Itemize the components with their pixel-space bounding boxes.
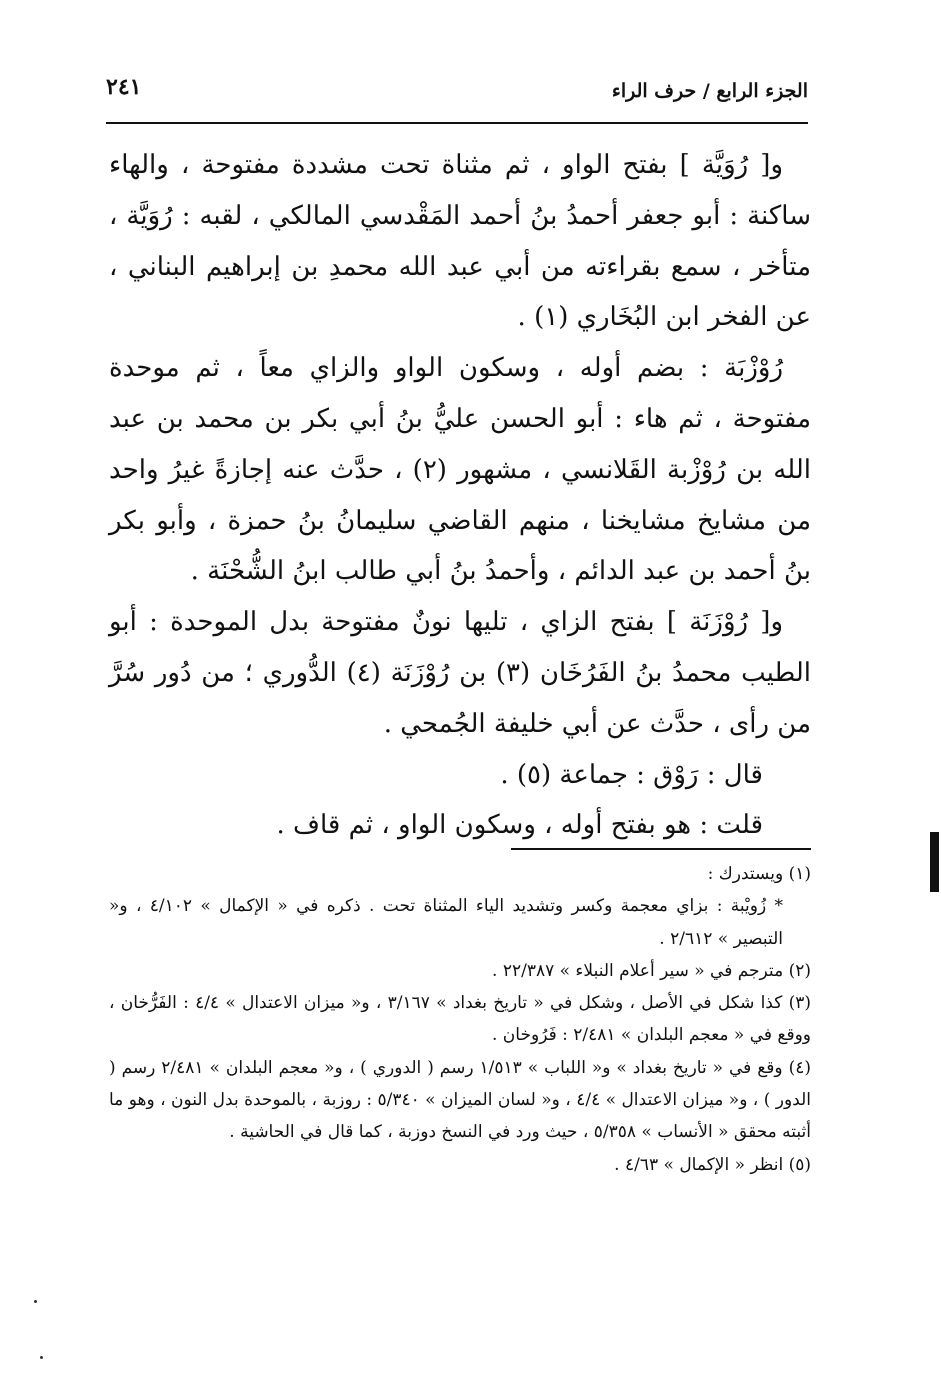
scan-speck xyxy=(40,1356,43,1359)
footnote-5: (٥) انظر « الإكمال » ٤/٦٣ . xyxy=(614,1154,811,1175)
entry-rawq-note: قلت : هو بفتح أوله ، وسكون الواو ، ثم قاف . xyxy=(276,810,763,841)
entry-ruzana: و[ رُوْزَنَة ] بفتح الزاي ، تليها نونٌ مفتوحة بدل الموحدة : أبو الطيب محمدُ بنُ الفَرُخَان (٣) بن رُوْزَنَة (٤) الدُّوري ؛ من دُور سُرَّ من رأى ، حدَّث عن أبي خليفة الجُمحي . xyxy=(109,607,811,739)
entry-ruzba: رُوْزْبَة : بضم أوله ، وسكون الواو والزاي معاً ، ثم موحدة مفتوحة ، ثم هاء : أبو الحسن عليُّ بنُ أبي بكر بن محمد بن عبد الله بن رُوْزْبة القَلانسي ، مشهور (٢) ، حدَّث عنه إجازةً غيرُ واحد من مشايخ مشايخنا ، منهم القاضي سليمانُ بنُ حمزة ، وأبو بكر بنُ أحمد بن عبد الدائم ، وأحمدُ بنُ أبي طالب ابنُ الشُّحْنَة . xyxy=(109,353,811,587)
footnote-4: (٤) وقع في « تاريخ بغداد » و« اللباب » ١/٥١٣ رسم ( الدوري ) ، و« معجم البلدان » ٢/٤٨١ رسم ( الدور ) ، و« ميزان الاعتدال » ٤/٤ ، و« لسان الميزان » ٥/٣٤٠ : روزبة ، بالموحدة بدل النون ، وهو ما أثبته محقق « الأنساب » ٥/٣٥٨ ، حيث ورد في النسخ دوزبة ، كما قال في الحاشية . xyxy=(109,1057,812,1143)
footnote-1-addition: * زُويْبة : بزاي معجمة وكسر وتشديد الياء المثناة تحت . ذكره في « الإكمال » ٤/١٠٢ ، و« التبصير » ٢/٦١٢ . xyxy=(109,896,784,949)
footnote-1: (١) ويستدرك : xyxy=(707,864,811,884)
scan-speck xyxy=(34,1300,37,1303)
footnote-2: (٢) مترجم في « سير أعلام النبلاء » ٢٢/٣٨٧ . xyxy=(492,960,811,981)
main-text xyxy=(109,140,811,851)
footnote-separator xyxy=(511,848,811,850)
running-head: الجزء الرابع / حرف الراء xyxy=(611,80,808,102)
footnotes xyxy=(109,858,811,1181)
entry-rawq: قال : رَوْق : جماعة (٥) . xyxy=(500,759,763,790)
scan-edge-mark xyxy=(930,832,939,892)
page-header xyxy=(106,70,808,124)
page-number: ٢٤١ xyxy=(106,74,142,100)
footnote-3: (٣) كذا شكل في الأصل ، وشكل في « تاريخ بغداد » ٣/١٦٧ ، و« ميزان الاعتدال » ٤/٤ : الفَرُّخان ، ووقع في « معجم البلدان » ٢/٤٨١ : فَرُوخان . xyxy=(109,993,811,1046)
entry-ruwayya: و[ رُوَيَّة ] بفتح الواو ، ثم مثناة تحت مشددة مفتوحة ، والهاء ساكنة : أبو جعفر أحمدُ بنُ أحمد المَقْدسي المالكي ، لقبه : رُوَيَّة ، متأخر ، سمع بقراءته من أبي عبد الله محمدِ بن إبراهيم البناني ، عن الفخر ابن البُخَاري (١) . xyxy=(109,150,811,333)
